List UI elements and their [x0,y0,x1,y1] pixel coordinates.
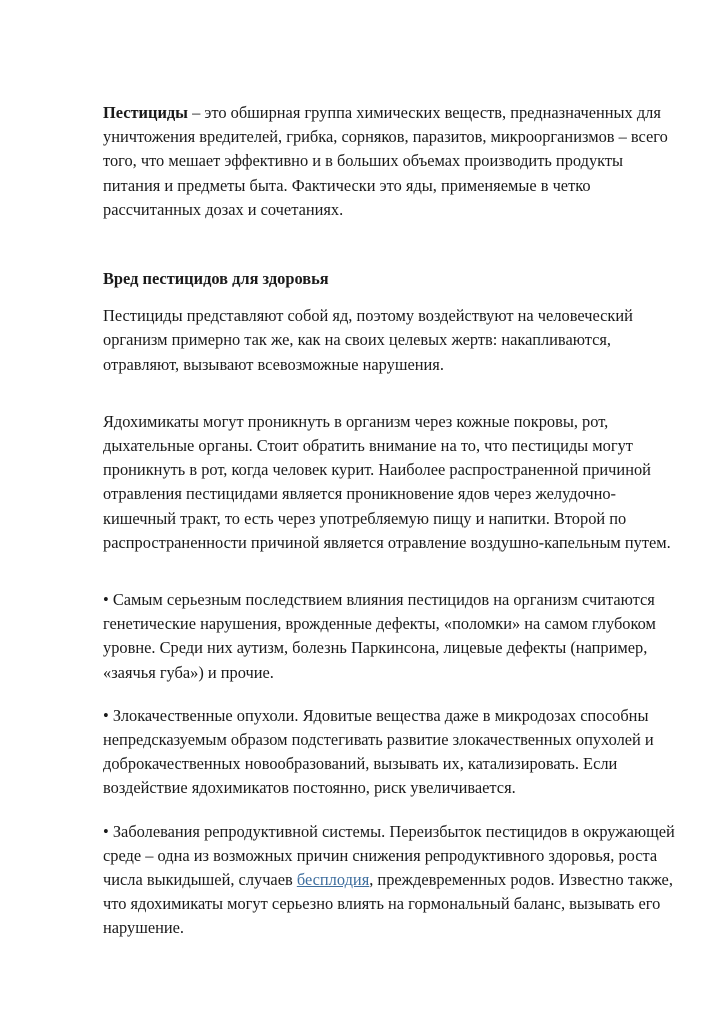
bullet-reproductive-text-start: • Заболевания репродуктивной системы. Переизбыток пестицидов в окружающей среде – одна из возможных причин снижения репродуктивного здоровья, роста числа выкидышей, случаев [103,821,675,890]
paragraph-poison-effect: Пестициды представляют собой яд, поэтому воздействуют на человеческий организм примерно так же, как на своих целевых жертв: накапливаются, отравляют, вызывают всевозможные нарушения. [103,306,633,374]
section-heading: Вред пестицидов для здоровья [103,269,329,289]
infertility-link[interactable]: бесплодия [296,870,370,890]
intro-paragraph [103,101,675,222]
paragraph-entry-routes: Ядохимикаты могут проникнуть в организм через кожные покровы, рот, дыхательные органы. Стоит обратить внимание на то, что пестициды могут проникнуть в рот, когда человек курит. Наиболее распространенной причиной отравления пестицидами является проникновение ядов через желудочно-кишечный тракт, то есть через употребляемую пищу и напитки. Второй по распространенности причиной является отравление воздушно-капельным путем. [103,411,671,552]
intro-text: – это обширная группа химических веществ, предназначенных для уничтожения вредителей, грибка, сорняков, паразитов, микроорганизмов – всего того, что мешает эффективно и в больших объемах производить продукты питания и предметы быта. Фактически это яды, применяемые в четко рассчитанных дозах и сочетаниях. [103,103,668,219]
bullet-malignant-tumors: • Злокачественные опухоли. Ядовитые вещества даже в микродозах способны непредсказуемым образом подстегивать развитие злокачественных опухолей и доброкачественных новообразований, вызывать их, катализировать. Если воздействие ядохимикатов постоянно, риск увеличивается. [103,705,654,798]
bullet-reproductive-text-end: , преждевременных родов. Известно также, что ядохимикаты могут серьезно влиять на гормональный баланс, вызывать его нарушение. [103,870,673,938]
intro-term: Пестициды [103,103,188,122]
bullet-reproductive-diseases [103,820,675,941]
document-body [103,101,675,960]
bullet-genetic-disorders: • Самым серьезным последствием влияния пестицидов на организм считаются генетические нарушения, врожденные дефекты, «поломки» на самом глубоком уровне. Среди них аутизм, болезнь Паркинсона, лицевые дефекты (например, «заячья губа») и прочие. [103,590,656,682]
